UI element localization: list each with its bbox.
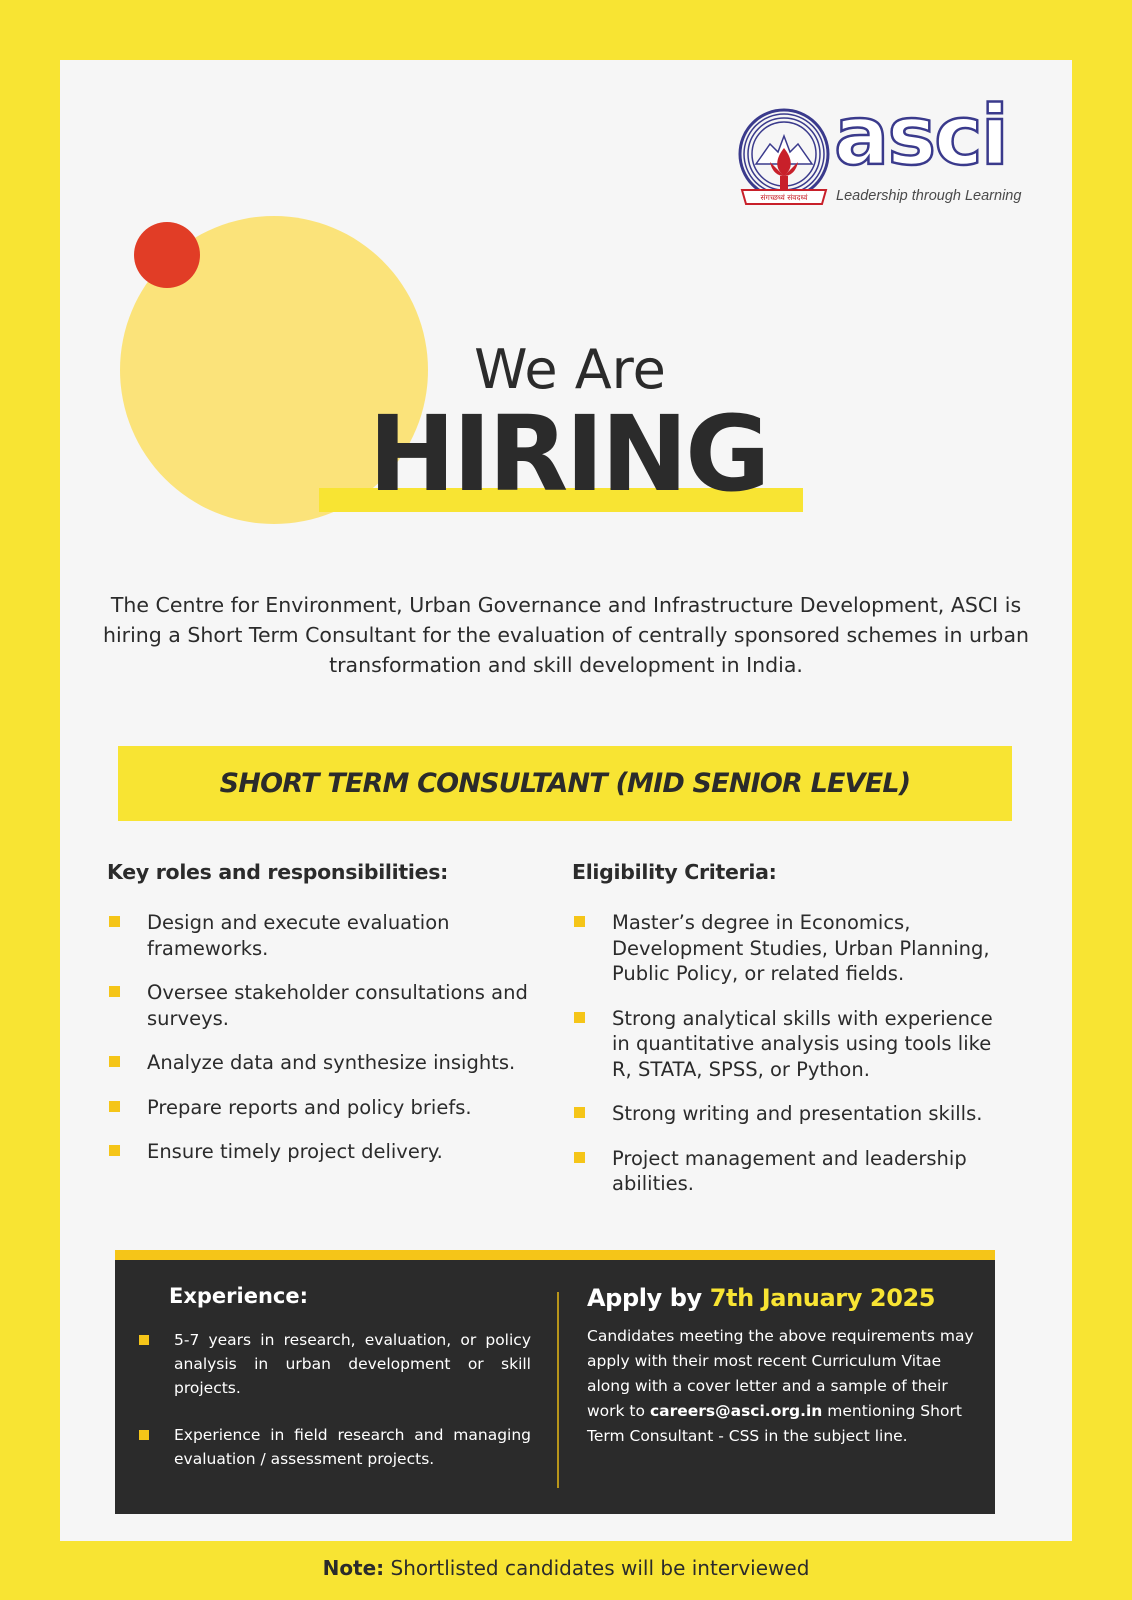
headline-we-are: We Are <box>474 338 666 401</box>
bullet-icon <box>109 1101 120 1112</box>
list-item-text: Design and execute evaluation frameworks. <box>147 911 450 960</box>
eligibility-heading: Eligibility Criteria: <box>572 860 777 884</box>
roles-heading: Key roles and responsibilities: <box>107 860 449 884</box>
asci-logo <box>736 89 1036 218</box>
experience-heading: Experience: <box>169 1284 309 1308</box>
emblem-motto: संगच्छध्वं संवदध्वं <box>760 193 808 202</box>
position-title: SHORT TERM CONSULTANT (MID SENIOR LEVEL) <box>219 768 911 799</box>
apply-text-after: mentioning Short Term Consultant - CSS in the subject line. <box>587 1402 962 1445</box>
bullet-icon <box>109 1145 120 1156</box>
logo-tagline: Leadership through Learning <box>836 188 1022 204</box>
bullet-icon <box>574 1012 585 1023</box>
list-item-text: Oversee stakeholder consultations and surveys. <box>147 981 528 1030</box>
list-item <box>107 1095 547 1121</box>
list-item-text: 5-7 years in research, evaluation, or policy analysis in urban development or skill projects. <box>174 1331 531 1397</box>
list-item-text: Strong writing and presentation skills. <box>612 1102 983 1125</box>
apply-instructions <box>587 1324 977 1449</box>
list-item-text: Ensure timely project delivery. <box>147 1140 443 1163</box>
list-item-text: Master’s degree in Economics, Development Studies, Urban Planning, Public Policy, or related fields. <box>612 911 990 985</box>
list-item-text: Experience in field research and managing evaluation / assessment projects. <box>174 1426 531 1468</box>
list-item-text: Prepare reports and policy briefs. <box>147 1095 472 1119</box>
footer-note <box>0 1556 1132 1580</box>
apply-text-before: Candidates meeting the above requirements may apply with their most recent Curriculum Vitae along with a cover letter and a sample of their work to <box>587 1327 974 1420</box>
logo-wordmark: asci <box>834 89 1007 184</box>
vertical-divider <box>557 1292 559 1488</box>
eligibility-list <box>572 910 1012 1197</box>
experience-list <box>139 1328 531 1471</box>
bullet-icon <box>574 916 585 927</box>
note-text: Shortlisted candidates will be interviewed <box>384 1556 810 1580</box>
roles-list <box>107 910 547 1165</box>
bullet-icon <box>574 1152 585 1163</box>
apply-heading <box>587 1284 977 1312</box>
list-item <box>572 1101 1012 1127</box>
asci-emblem-icon <box>736 106 832 216</box>
experience-section <box>139 1284 531 1494</box>
bullet-icon <box>109 1056 120 1067</box>
experience-apply-box <box>115 1260 995 1514</box>
note-label: Note: <box>322 1556 385 1580</box>
list-item <box>572 910 1012 987</box>
position-title-band <box>118 746 1012 821</box>
apply-deadline-date: 7th January 2025 <box>709 1284 936 1312</box>
bullet-icon <box>139 1430 149 1440</box>
intro-paragraph: The Centre for Environment, Urban Governance and Infrastructure Development, ASCI is hiring a Short Term Consultant for the evaluation of centrally sponsored schemes in urban transformation and skill development in India. <box>102 593 1030 677</box>
dark-box-accent-bar <box>115 1250 995 1260</box>
apply-prefix: Apply by <box>587 1284 710 1312</box>
bullet-icon <box>109 986 120 997</box>
list-item <box>572 1146 1012 1197</box>
apply-email-link[interactable]: careers@asci.org.in <box>649 1402 823 1420</box>
poster-sheet <box>60 60 1072 1541</box>
bullet-icon <box>574 1107 585 1118</box>
list-item <box>107 910 547 961</box>
list-item <box>139 1328 531 1400</box>
list-item <box>572 1006 1012 1083</box>
list-item <box>107 1139 547 1165</box>
roles-column <box>107 860 547 1184</box>
decorative-red-dot <box>134 222 200 288</box>
bullet-icon <box>139 1335 149 1345</box>
list-item-text: Project management and leadership abilities. <box>612 1146 967 1195</box>
eligibility-column <box>572 860 1012 1216</box>
headline-hiring: HIRING <box>368 393 768 515</box>
bullet-icon <box>109 916 120 927</box>
list-item <box>139 1423 531 1471</box>
list-item-text: Strong analytical skills with experience in quantitative analysis using tools like R, STATA, SPSS, or Python. <box>612 1006 993 1081</box>
list-item <box>107 980 547 1031</box>
list-item-text: Analyze data and synthesize insights. <box>147 1051 516 1074</box>
list-item <box>107 1050 547 1076</box>
apply-section <box>587 1284 977 1449</box>
